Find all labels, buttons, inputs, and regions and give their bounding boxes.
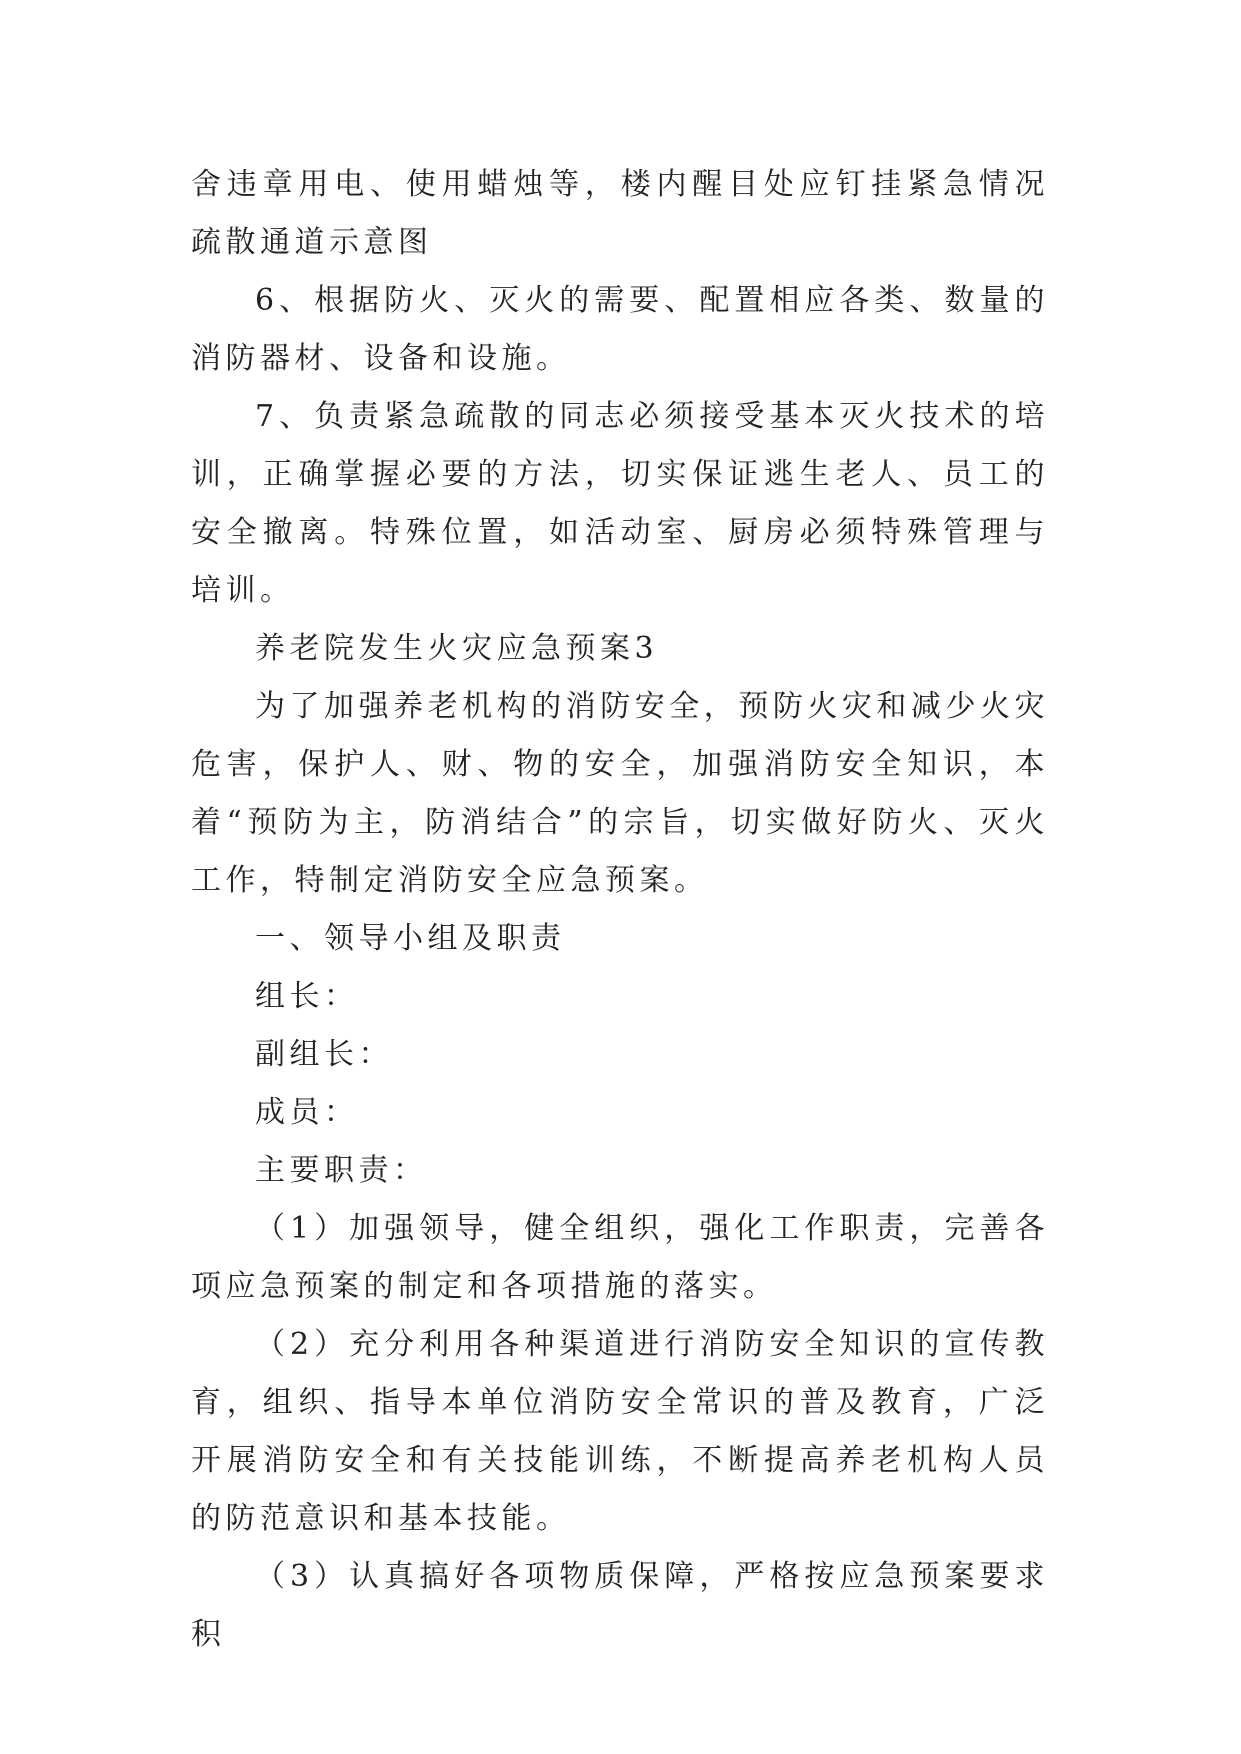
document-body <box>191 156 1049 1664</box>
paragraph-item-7: 7、负责紧急疏散的同志必须接受基本灭火技术的培训，正确掌握必要的方法，切实保证逃生老人、员工的安全撤离。特殊位置，如活动室、厨房必须特殊管理与培训。 <box>191 399 1049 608</box>
section-title: 养老院发生火灾应急预案3 <box>255 631 659 666</box>
field-members: 成员： <box>255 1095 359 1130</box>
field-main-duties: 主要职责： <box>255 1153 428 1188</box>
duty-item-3: （3）认真搞好各项物质保障，严格按应急预案要求积 <box>191 1559 1049 1652</box>
paragraph-continuation: 舍违章用电、使用蜡烛等，楼内醒目处应钉挂紧急情况疏散通道示意图 <box>191 167 1049 260</box>
field-deputy-leader: 副组长： <box>255 1037 393 1072</box>
field-team-leader: 组长： <box>255 979 359 1014</box>
duty-item-2: （2）充分利用各种渠道进行消防安全知识的宣传教育，组织、指导本单位消防安全常识的普及教育，广泛开展消防安全和有关技能训练，不断提高养老机构人员的防范意识和基本技能。 <box>191 1327 1049 1536</box>
paragraph-intro: 为了加强养老机构的消防安全，预防火灾和减少火灾危害，保护人、财、物的安全，加强消防安全知识，本着“预防为主，防消结合”的宗旨，切实做好防火、灭火工作，特制定消防安全应急预案。 <box>191 689 1049 898</box>
section-heading-leadership: 一、领导小组及职责 <box>255 921 566 956</box>
duty-item-1: （1）加强领导，健全组织，强化工作职责，完善各项应急预案的制定和各项措施的落实。 <box>191 1211 1049 1304</box>
paragraph-item-6: 6、根据防火、灭火的需要、配置相应各类、数量的消防器材、设备和设施。 <box>191 283 1049 376</box>
